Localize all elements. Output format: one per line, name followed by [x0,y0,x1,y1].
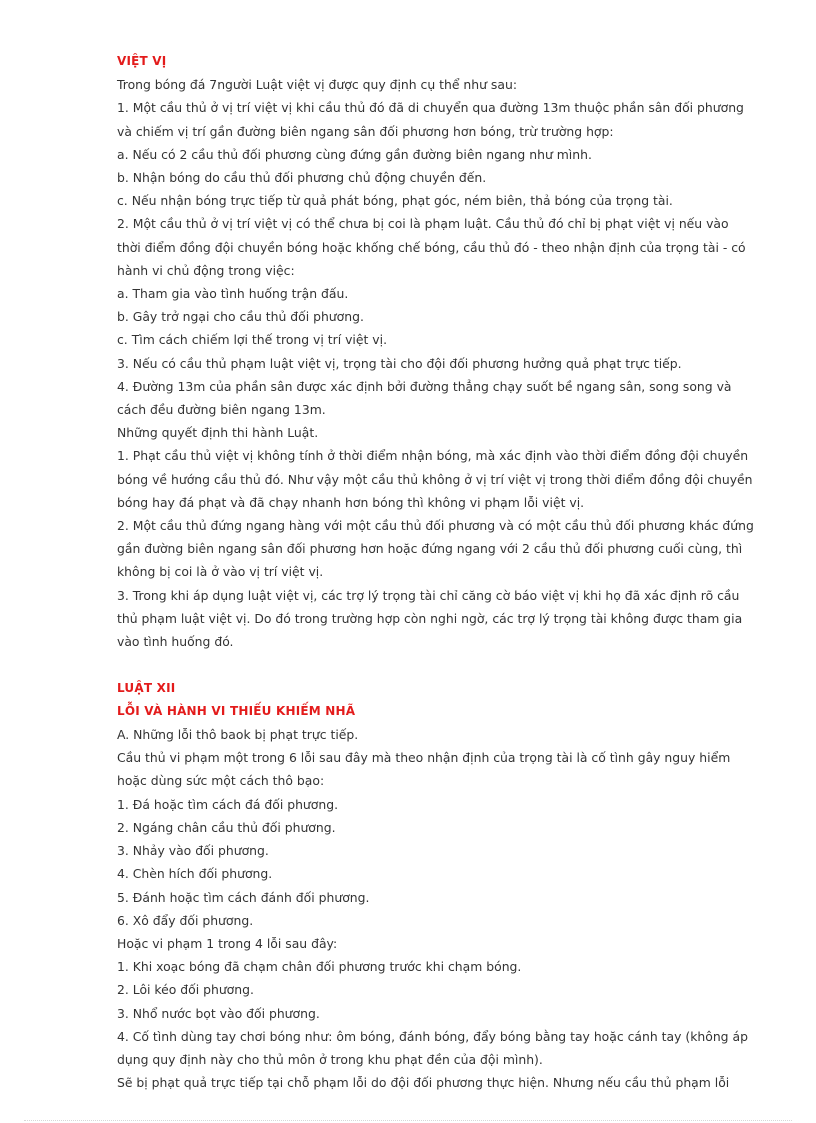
text-line: gần đường biên ngang sân đối phương hơn hoặc đứng ngang với 2 cầu thủ đối phương cuối cùng, thì [117,541,743,557]
text-line: Trong bóng đá 7người Luật việt vị được quy định cụ thể như sau: [117,77,518,93]
text-line: 3. Trong khi áp dụng luật việt vị, các trợ lý trọng tài chỉ căng cờ báo việt vị khi họ đã xác định rõ cầu [117,587,740,603]
text-line: Cầu thủ vi phạm một trong 6 lỗi sau đây mà theo nhận định của trọng tài là cố tình gây nguy hiểm [117,750,731,766]
text-line: 6. Xô đẩy đối phương. [117,912,254,928]
text-line: hành vi chủ động trong việc: [117,262,295,278]
text-line: Hoặc vi phạm 1 trong 4 lỗi sau đây: [117,935,338,951]
text-line: A. Những lỗi thô baok bị phạt trực tiếp. [117,727,359,743]
text-line: 1. Đá hoặc tìm cách đá đối phương. [117,796,339,812]
text-line: 1. Khi xoạc bóng đã chạm chân đối phương trước khi chạm bóng. [117,959,522,975]
text-line: b. Gây trở ngại cho cầu thủ đối phương. [117,309,364,325]
text-line: 3. Nhổ nước bọt vào đối phương. [117,1005,320,1021]
text-line: 5. Đánh hoặc tìm cách đánh đối phương. [117,889,370,905]
text-line: 2. Một cầu thủ ở vị trí việt vị có thể chưa bị coi là phạm luật. Cầu thủ đó chỉ bị phạt việt vị nếu vào [117,216,729,232]
text-line: bóng về hướng cầu thủ đó. Như vậy một cầu thủ không ở vị trí việt vị trong thời điểm đồng đội chuyền [117,471,753,487]
section-gap [117,653,767,676]
text-line: và chiếm vị trí gần đường biên ngang sân đối phương hơn bóng, trừ trường hợp: [117,123,614,139]
text-line: hoặc dùng sức một cách thô bạo: [117,773,325,789]
text-line: vào tình huống đó. [117,634,234,650]
text-line: cách đều đường biên ngang 13m. [117,402,326,418]
text-line: 4. Cố tình dùng tay chơi bóng như: ôm bóng, đánh bóng, đẩy bóng bằng tay hoặc cánh tay (không áp [117,1028,748,1044]
text-line: Những quyết định thi hành Luật. [117,425,319,441]
text-line: 1. Một cầu thủ ở vị trí việt vị khi cầu thủ đó đã di chuyển qua đường 13m thuộc phần sân đối phương [117,100,744,116]
section-title-viet-vi: VIỆT VỊ [117,54,167,68]
text-line: c. Nếu nhận bóng trực tiếp từ quả phát bóng, phạt góc, ném biên, thả bóng của trọng tài. [117,193,673,209]
text-line: thời điểm đồng đội chuyền bóng hoặc khống chế bóng, cầu thủ đó - theo nhận định của trọng tài - có [117,239,746,255]
text-line: thủ phạm luật việt vị. Do đó trong trường hợp còn nghi ngờ, các trợ lý trọng tài không được tham gia [117,610,743,626]
text-line: a. Nếu có 2 cầu thủ đối phương cùng đứng gần đường biên ngang như mình. [117,146,592,162]
text-line: 3. Nhảy vào đối phương. [117,843,269,859]
text-line: c. Tìm cách chiếm lợi thế trong vị trí việt vị. [117,332,388,348]
text-line: 2. Một cầu thủ đứng ngang hàng với một cầu thủ đối phương và có một cầu thủ đối phương khác đứng [117,518,754,534]
text-line: 2. Ngáng chân cầu thủ đối phương. [117,819,336,835]
text-line: 1. Phạt cầu thủ việt vị không tính ở thời điểm nhận bóng, mà xác định vào thời điểm đồng đội chuyền [117,448,749,464]
text-line: 4. Đường 13m của phần sân được xác định bởi đường thẳng chạy suốt bề ngang sân, song song và [117,378,732,394]
section-luat-xii-body [117,723,767,1094]
text-line: b. Nhận bóng do cầu thủ đối phương chủ động chuyền đến. [117,170,487,186]
page-bottom-divider [24,1120,792,1121]
section-subtitle-loi-va-hanh-vi: LỖI VÀ HÀNH VI THIẾU KHIẾM NHÃ [117,703,356,718]
text-line: bóng hay đá phạt và đã chạy nhanh hơn bóng thì không vi phạm lỗi việt vị. [117,494,585,510]
section-title-luat-xii: LUẬT XII [117,680,176,695]
text-line: 3. Nếu có cầu thủ phạm luật việt vị, trọng tài cho đội đối phương hưởng quả phạt trực tiếp. [117,355,682,371]
text-line: dụng quy định này cho thủ môn ở trong khu phạt đền của đội mình). [117,1051,543,1067]
section-viet-vi-body [117,73,767,653]
text-line: không bị coi là ở vào vị trí việt vị. [117,564,324,580]
text-line: 2. Lôi kéo đối phương. [117,982,254,998]
text-line: Sẽ bị phạt quả trực tiếp tại chỗ phạm lỗi do đội đối phương thực hiện. Nhưng nếu cầu thủ phạm lỗi [117,1075,730,1091]
text-line: 4. Chèn hích đối phương. [117,866,273,882]
document-page [117,50,767,1094]
text-line: a. Tham gia vào tình huống trận đấu. [117,286,349,302]
